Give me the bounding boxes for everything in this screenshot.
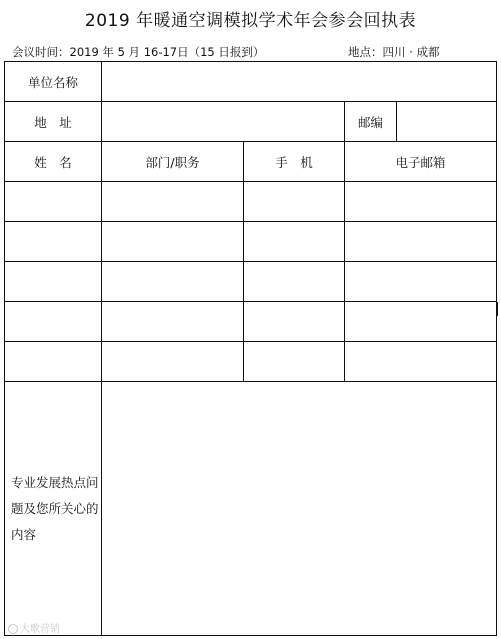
attendee-department-cell[interactable] xyxy=(102,262,244,302)
attendee-name-cell[interactable] xyxy=(5,222,102,262)
attendee-department-cell[interactable] xyxy=(102,302,244,342)
attendee-phone-cell[interactable] xyxy=(244,222,345,262)
text-cursor xyxy=(496,302,498,316)
registration-form-table xyxy=(4,61,497,636)
address-label: 地 址 xyxy=(5,102,102,142)
unit-name-label: 单位名称 xyxy=(5,62,102,102)
address-cell[interactable] xyxy=(102,102,345,142)
notes-row xyxy=(5,382,497,636)
address-row xyxy=(5,102,497,142)
attendee-name-cell[interactable] xyxy=(5,302,102,342)
attendee-email-cell[interactable] xyxy=(345,342,497,382)
header-row xyxy=(5,142,497,182)
attendee-email-cell[interactable] xyxy=(345,222,497,262)
form-title: 2019 年暖通空调模拟学术年会参会回执表 xyxy=(84,11,417,31)
attendee-row xyxy=(5,182,497,222)
attendee-row xyxy=(5,342,497,382)
attendee-name-cell[interactable] xyxy=(5,262,102,302)
watermark-logo-icon xyxy=(8,624,18,634)
col-header-email: 电子邮箱 xyxy=(345,142,497,182)
postcode-label: 邮编 xyxy=(345,102,397,142)
attendee-phone-cell[interactable] xyxy=(244,182,345,222)
attendee-department-cell[interactable] xyxy=(102,222,244,262)
unit-name-row xyxy=(5,62,497,102)
meeting-location: 地点：四川 · 成都 xyxy=(348,45,440,59)
attendee-phone-cell[interactable] xyxy=(244,262,345,302)
attendee-phone-cell[interactable] xyxy=(244,342,345,382)
attendee-email-cell[interactable] xyxy=(345,302,497,342)
attendee-email-cell[interactable] xyxy=(345,182,497,222)
col-header-phone: 手 机 xyxy=(244,142,345,182)
notes-cell[interactable] xyxy=(102,382,497,636)
attendee-name-cell[interactable] xyxy=(5,342,102,382)
postcode-cell[interactable] xyxy=(397,102,497,142)
notes-label: 专业发展热点问题及您所关心的内容 xyxy=(5,382,102,636)
attendee-email-cell[interactable] xyxy=(345,262,497,302)
col-header-department: 部门/职务 xyxy=(102,142,244,182)
meeting-time: 会议时间：2019 年 5 月 16-17日（15 日报到） xyxy=(12,45,265,59)
col-header-name: 姓 名 xyxy=(5,142,102,182)
unit-name-cell[interactable] xyxy=(102,62,497,102)
watermark-text: 大歌营销 xyxy=(20,624,60,635)
attendee-row xyxy=(5,302,497,342)
attendee-row xyxy=(5,262,497,302)
attendee-department-cell[interactable] xyxy=(102,182,244,222)
attendee-department-cell[interactable] xyxy=(102,342,244,382)
watermark xyxy=(8,620,60,635)
attendee-name-cell[interactable] xyxy=(5,182,102,222)
attendee-phone-cell[interactable] xyxy=(244,302,345,342)
attendee-row xyxy=(5,222,497,262)
